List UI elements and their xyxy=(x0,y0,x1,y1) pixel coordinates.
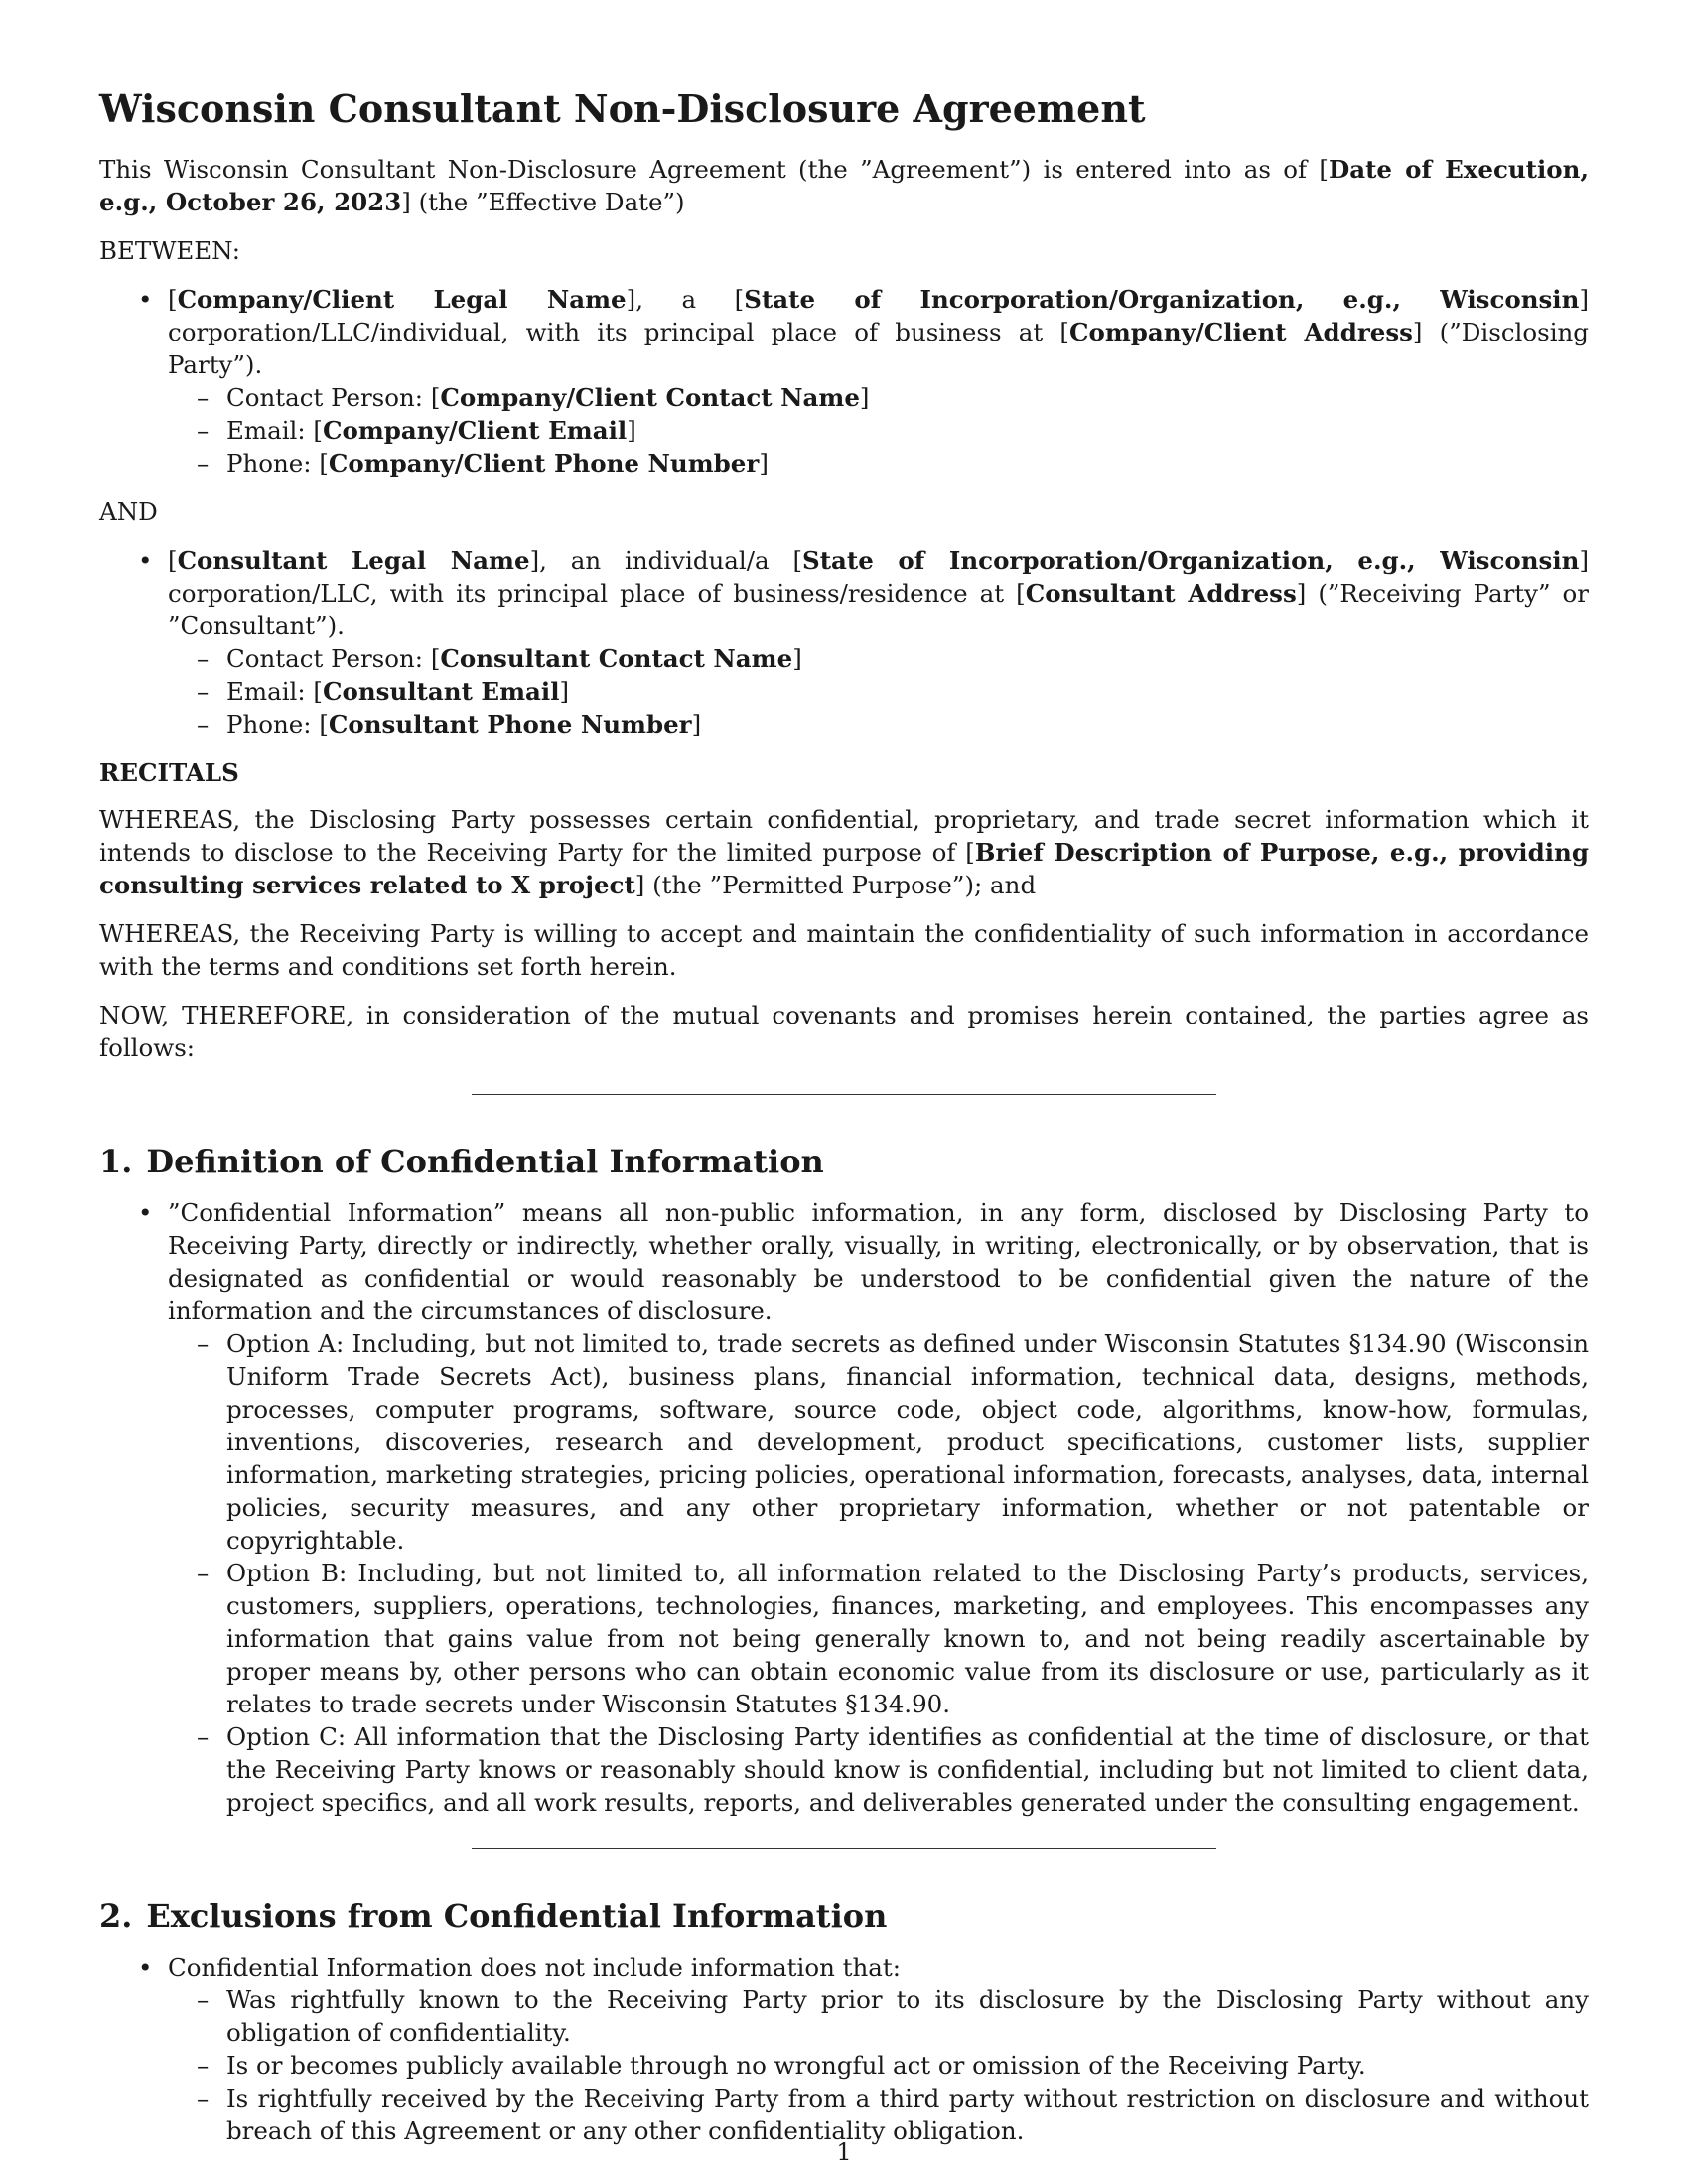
option-a: – Option A: Including, but not limited to, trade secrets as defined under Wisconsin Statutes §134.90 (Wisconsin Uniform Trade Secrets Act), business plans, financial information, technical data, designs, methods, processes, computer programs, software, source code, object code, algorithms, know-how, formulas, inventions, discoveries, research and development, product specifications, customer lists, supplier information, marketing strategies, pricing policies, operational information, forecasts, analyses, data, internal policies, security measures, and any other proprietary information, whether or not patentable or copyrightable. xyxy=(226,1327,1589,1557)
party2-address: Consultant Address xyxy=(1025,579,1297,608)
party2-list xyxy=(99,544,1589,741)
bracket: [ xyxy=(168,285,178,314)
option-c: – Option C: All information that the Disclosing Party identifies as confidential at the time of disclosure, or that the Receiving Party knows or reasonably should know is confidential, including but not limited to client data, project specifics, and all work results, reports, and deliverables generated under the consulting engagement. xyxy=(226,1720,1589,1819)
intro-text: This Wisconsin Consultant Non-Disclosure Agreement (the ”Agreement”) is entered into as of [ xyxy=(99,155,1329,184)
section1-options xyxy=(168,1327,1589,1819)
party2-email xyxy=(226,675,1589,708)
party1-list xyxy=(99,283,1589,479)
party1-phone xyxy=(226,447,1589,479)
section-number: 2. xyxy=(99,1897,133,1935)
value: Company/Client Contact Name xyxy=(440,383,860,412)
party2-text: ], an individual/a [ xyxy=(529,546,803,575)
between-label: BETWEEN: xyxy=(99,236,240,265)
party1-text: ], a [ xyxy=(626,285,745,314)
label: Email: [ xyxy=(226,677,323,706)
now-therefore: NOW, THEREFORE, in consideration of the mutual covenants and promises herein contained, the parties agree as follows: xyxy=(99,1001,1589,1062)
definition-text: ”Confidential Information” means all non-public information, in any form, disclosed by Disclosing Party to Receiving Party, directly or indirectly, whether orally, visually, in writing, electronically, or by observation, that is designated as confidential or would reasonably be understood to be confidential given the nature of the information and the circumstances of disclosure. xyxy=(168,1198,1589,1325)
bracket: ] xyxy=(792,644,802,673)
label: Phone: [ xyxy=(226,449,329,478)
label: Email: [ xyxy=(226,416,323,445)
section-number: 1. xyxy=(99,1143,133,1180)
recitals-heading: RECITALS xyxy=(99,758,239,787)
value: Company/Client Phone Number xyxy=(328,449,760,478)
party2-phone xyxy=(226,708,1589,741)
option-b: – Option B: Including, but not limited to, all information related to the Disclosing Party’s products, services, customers, suppliers, operations, technologies, finances, marketing, and employees. This encompasses any information that gains value from not being generally known to, and not being readily ascertainable by proper means by, other persons who can obtain economic value from its disclosure or use, particularly as it relates to trade secrets under Wisconsin Statutes §134.90. xyxy=(226,1557,1589,1720)
value: Consultant Email xyxy=(323,677,560,706)
party1-address: Company/Client Address xyxy=(1069,318,1413,346)
party2-contact-person xyxy=(226,642,1589,675)
party1-state: State of Incorporation/Organization, e.g., Wisconsin xyxy=(744,285,1580,314)
bracket: ] xyxy=(559,677,570,706)
exclusion-item: – Was rightfully known to the Receiving Party prior to its disclosure by the Disclosing Party without any obligation of confidentiality. xyxy=(226,1983,1589,2049)
bracket: ] xyxy=(691,710,702,739)
section1-list xyxy=(99,1196,1589,1819)
section1-heading xyxy=(99,1141,1589,1182)
party1-email xyxy=(226,414,1589,447)
document-page xyxy=(99,85,1589,2163)
party2-contacts xyxy=(168,642,1589,741)
whereas-1 xyxy=(99,803,1589,901)
page-number: 1 xyxy=(836,2138,852,2166)
section1-definition xyxy=(168,1196,1589,1819)
section-divider xyxy=(472,1848,1216,1849)
value: Consultant Contact Name xyxy=(440,644,793,673)
whereas-2: WHEREAS, the Receiving Party is willing to accept and maintain the confidentiality of such information in accordance with the terms and conditions set forth herein. xyxy=(99,919,1589,981)
party1-contacts xyxy=(168,381,1589,479)
section-title: Definition of Confidential Information xyxy=(146,1143,824,1180)
party2-name: Consultant Legal Name xyxy=(177,546,530,575)
label: Contact Person: [ xyxy=(226,644,441,673)
party2-state: State of Incorporation/Organization, e.g., Wisconsin xyxy=(802,546,1580,575)
section2-items xyxy=(168,1983,1589,2147)
exclusions-text: Confidential Information does not include information that: xyxy=(168,1953,902,1981)
label: Phone: [ xyxy=(226,710,329,739)
whereas-text: WHEREAS, the Disclosing Party possesses certain confidential, proprietary, and trade secret information which it intends to disclose to the Receiving Party for the limited purpose of [ xyxy=(99,805,1589,867)
whereas-text: ] (the ”Permitted Purpose”); and xyxy=(634,871,1037,899)
effective-date-placeholder: Date of Execution, e.g., October 26, 2023 xyxy=(99,155,1589,216)
party1-contact-person xyxy=(226,381,1589,414)
intro-paragraph xyxy=(99,153,1589,218)
value: Company/Client Email xyxy=(323,416,628,445)
section2-heading xyxy=(99,1895,1589,1937)
label: Contact Person: [ xyxy=(226,383,441,412)
section-title: Exclusions from Confidential Information xyxy=(146,1897,888,1935)
party2-text: ] corporation/LLC, with its principal place of business/residence at [ xyxy=(168,546,1590,608)
party1-text: ] (”Disclosing Party”). xyxy=(168,318,1589,379)
section2-exclusions xyxy=(168,1951,1589,2147)
intro-text-end: ] (the ”Effective Date”) xyxy=(401,188,685,216)
bracket: ] xyxy=(759,449,769,478)
section2-list xyxy=(99,1951,1589,2147)
exclusion-item: – Is or becomes publicly available through no wrongful act or omission of the Receiving Party. xyxy=(226,2049,1589,2082)
document-title: Wisconsin Consultant Non-Disclosure Agreement xyxy=(99,86,1146,131)
value: Consultant Phone Number xyxy=(328,710,692,739)
party2-text: ] (”Receiving Party” or ”Consultant”). xyxy=(168,579,1589,640)
section-divider xyxy=(472,1094,1216,1095)
and-label: AND xyxy=(99,497,158,526)
bracket: ] xyxy=(859,383,870,412)
party1-text: ] corporation/LLC/individual, with its principal place of business at [ xyxy=(168,285,1589,346)
party2-item xyxy=(168,544,1589,741)
purpose-placeholder: Brief Description of Purpose, e.g., providing consulting services related to X project xyxy=(99,838,1589,899)
bracket: [ xyxy=(168,546,178,575)
party1-name: Company/Client Legal Name xyxy=(177,285,627,314)
bracket: ] xyxy=(627,416,636,445)
party1-item xyxy=(168,283,1589,479)
exclusion-item: – Is rightfully received by the Receiving Party from a third party without restriction on disclosure and without breach of this Agreement or any other confidentiality obligation. xyxy=(226,2082,1589,2147)
